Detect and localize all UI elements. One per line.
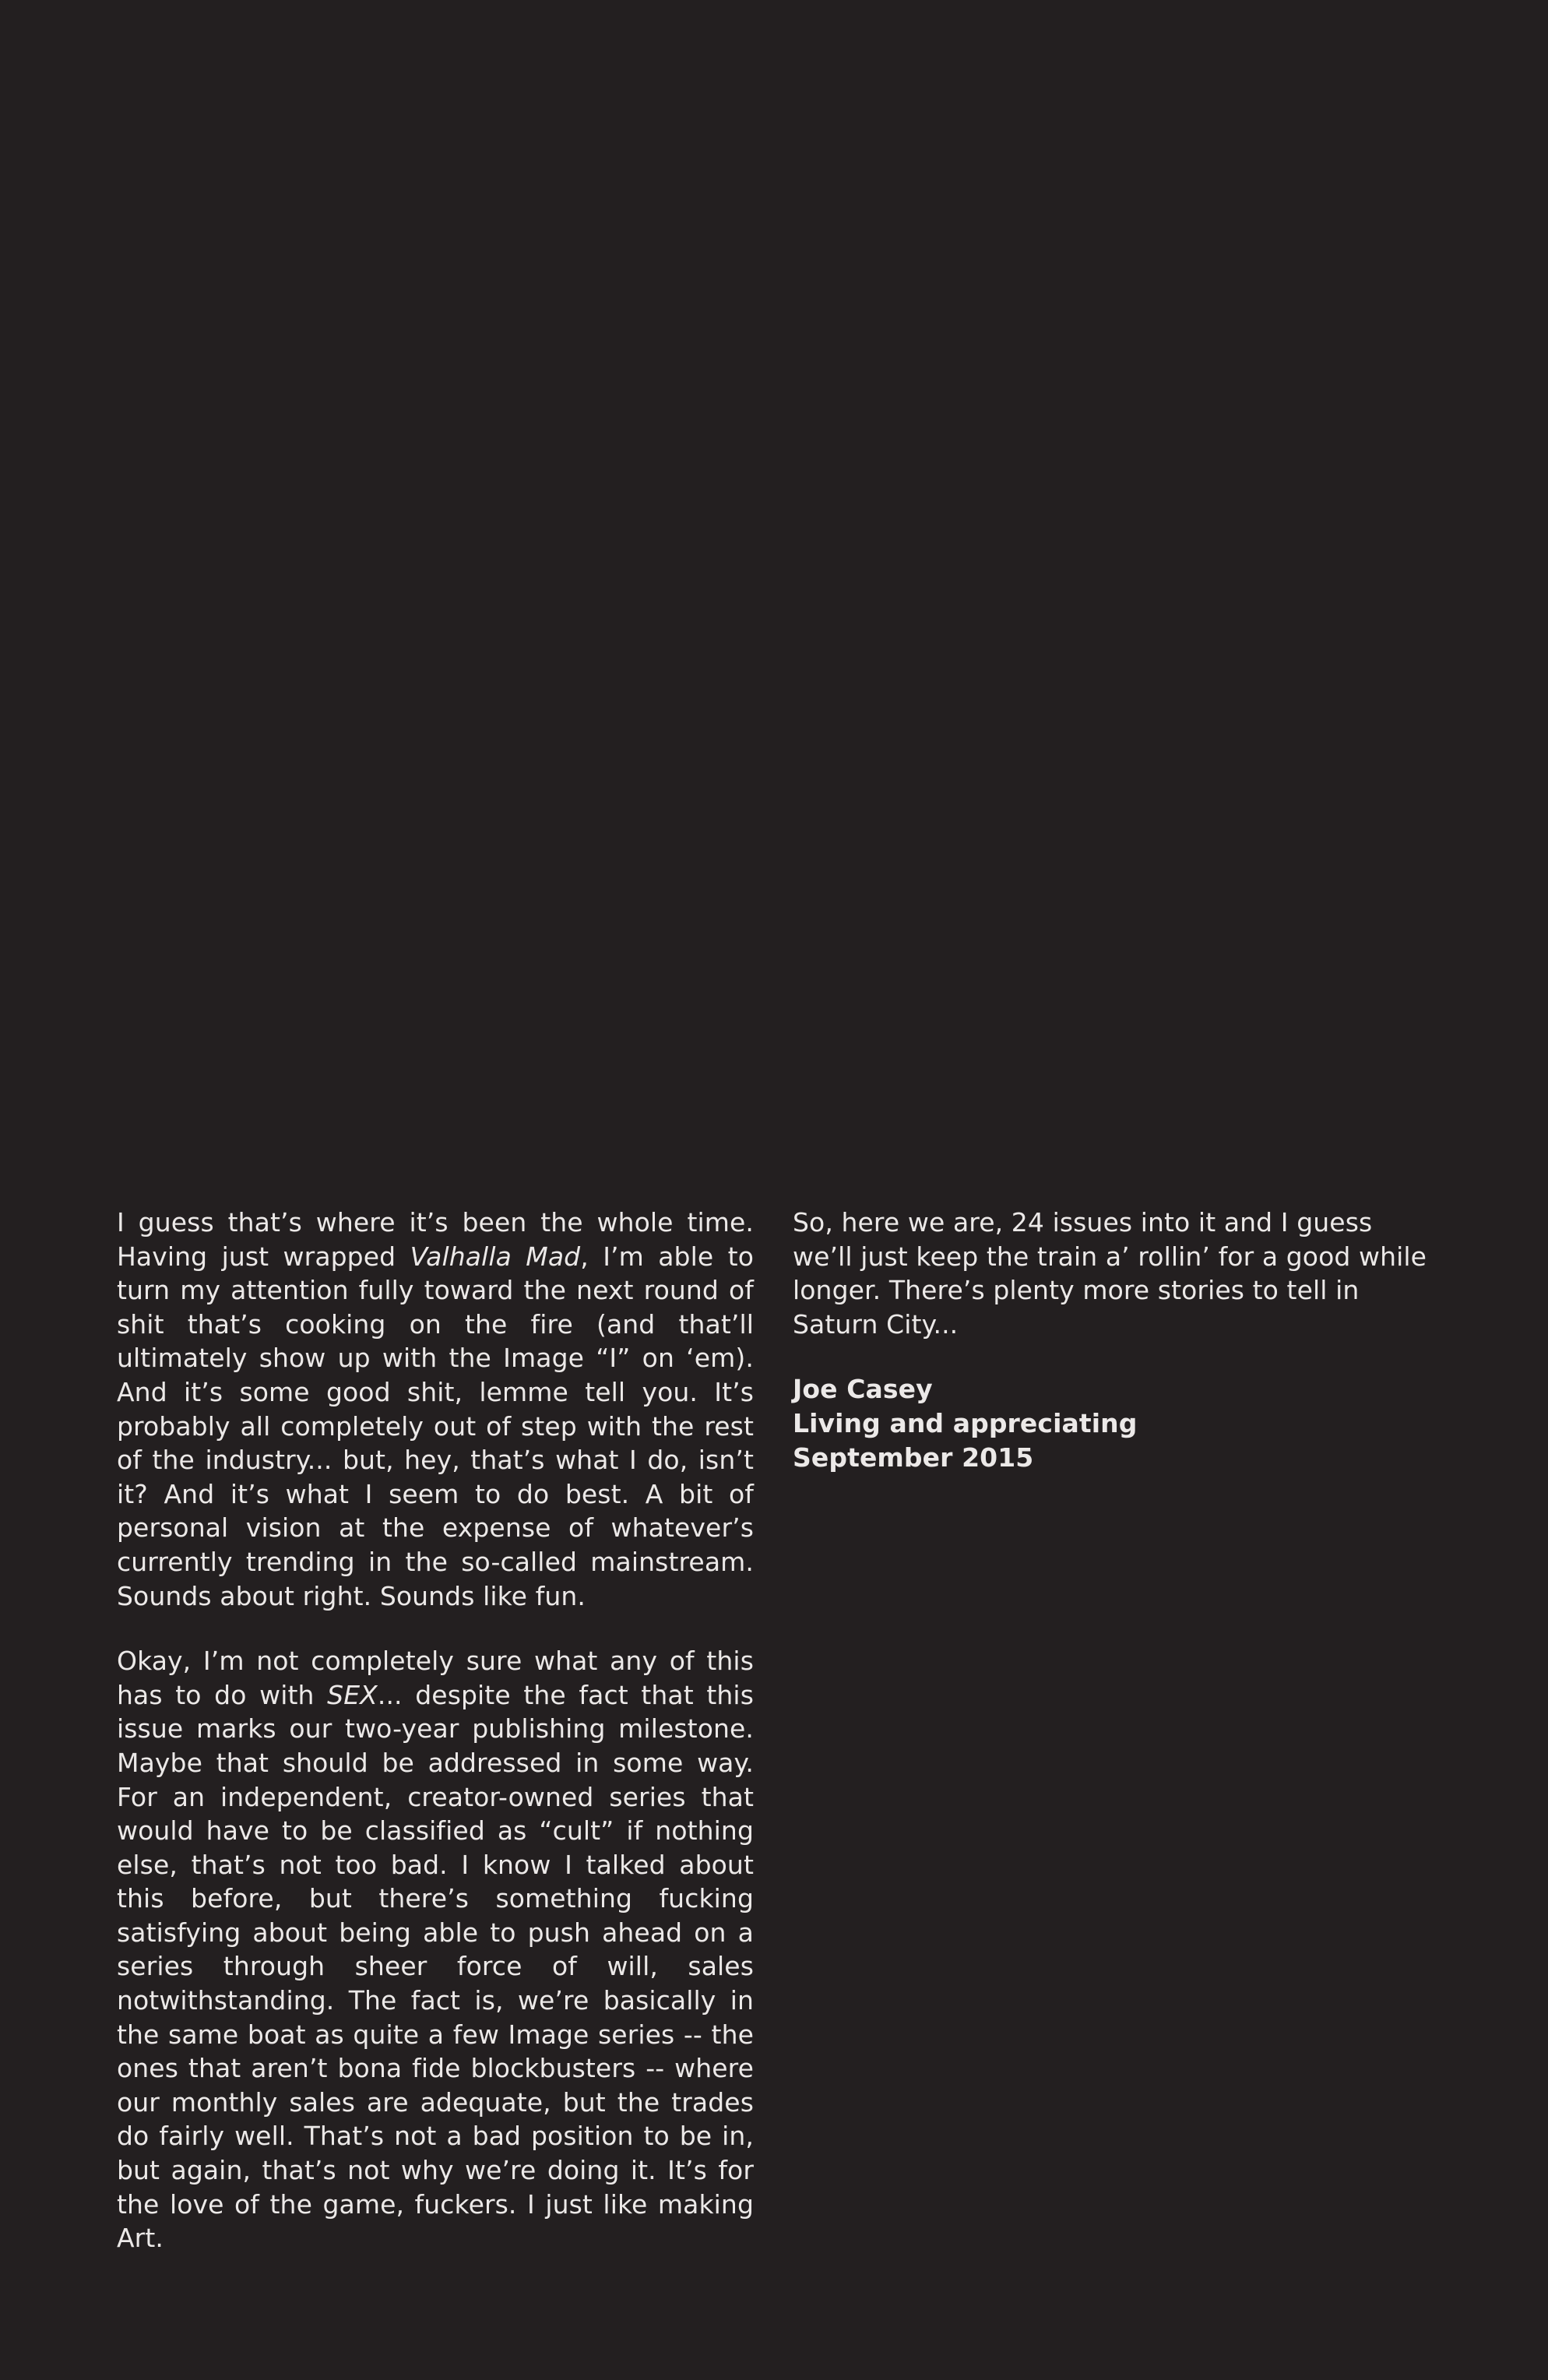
paragraph-text: I guess that’s where it’s been the whole time. Having just wrapped — [117, 1207, 754, 1272]
paragraph-valhalla — [117, 1206, 754, 1613]
paragraph-text: , I’m able to turn my attention fully toward the next round of shit that’s cooking on the fire (and that’ll ultimately show up with the Image “I” on ‘em). And it’s some good shit, lemme tell you. It’s probably all completely out of step with the rest of the industry... but, hey, that’s what I do, isn’t it? And it’s what I seem to do best. A bit of personal vision at the expense of whatever’s currently trending in the so-called mainstream. Sounds about right. Sounds like fun. — [117, 1241, 754, 1611]
signature-block — [793, 1372, 1439, 1474]
signature-date: September 2015 — [793, 1442, 1034, 1473]
paragraph-text: Okay, I’m not completely sure what any of this has to do with — [117, 1646, 754, 1710]
series-title: SEX — [327, 1679, 378, 1710]
paragraph-text: ... despite the fact that this issue marks our two-year publishing milestone. Maybe that should be addressed in some way. For an independent, creator-owned series that would have to be classified as “cult” if nothing else, that’s not too bad. I know I talked about this before, but there’s something fucking satisfying about being able to push ahead on a series through sheer force of will, sales notwithstanding. The fact is, we’re basically in the same boat as quite a few Image series -- the ones that aren’t bona fide blockbusters -- where our monthly sales are adequate, but the trades do fairly well. That’s not a bad position to be in, but again, that’s not why we’re doing it. It’s for the love of the game, fuckers. I just like making Art. — [117, 1679, 754, 2254]
paragraph-saturn-city: So, here we are, 24 issues into it and I guess we’ll just keep the train a’ rollin’ for a good while longer. There’s plenty more stories to tell in Saturn City... — [793, 1207, 1427, 1340]
signature-line: Living and appreciating — [793, 1407, 1138, 1438]
left-column — [117, 1206, 754, 2287]
right-column — [793, 1206, 1439, 1474]
author-name: Joe Casey — [793, 1374, 933, 1405]
book-title: Valhalla Mad — [410, 1241, 581, 1272]
paragraph-milestone — [117, 1644, 754, 2255]
